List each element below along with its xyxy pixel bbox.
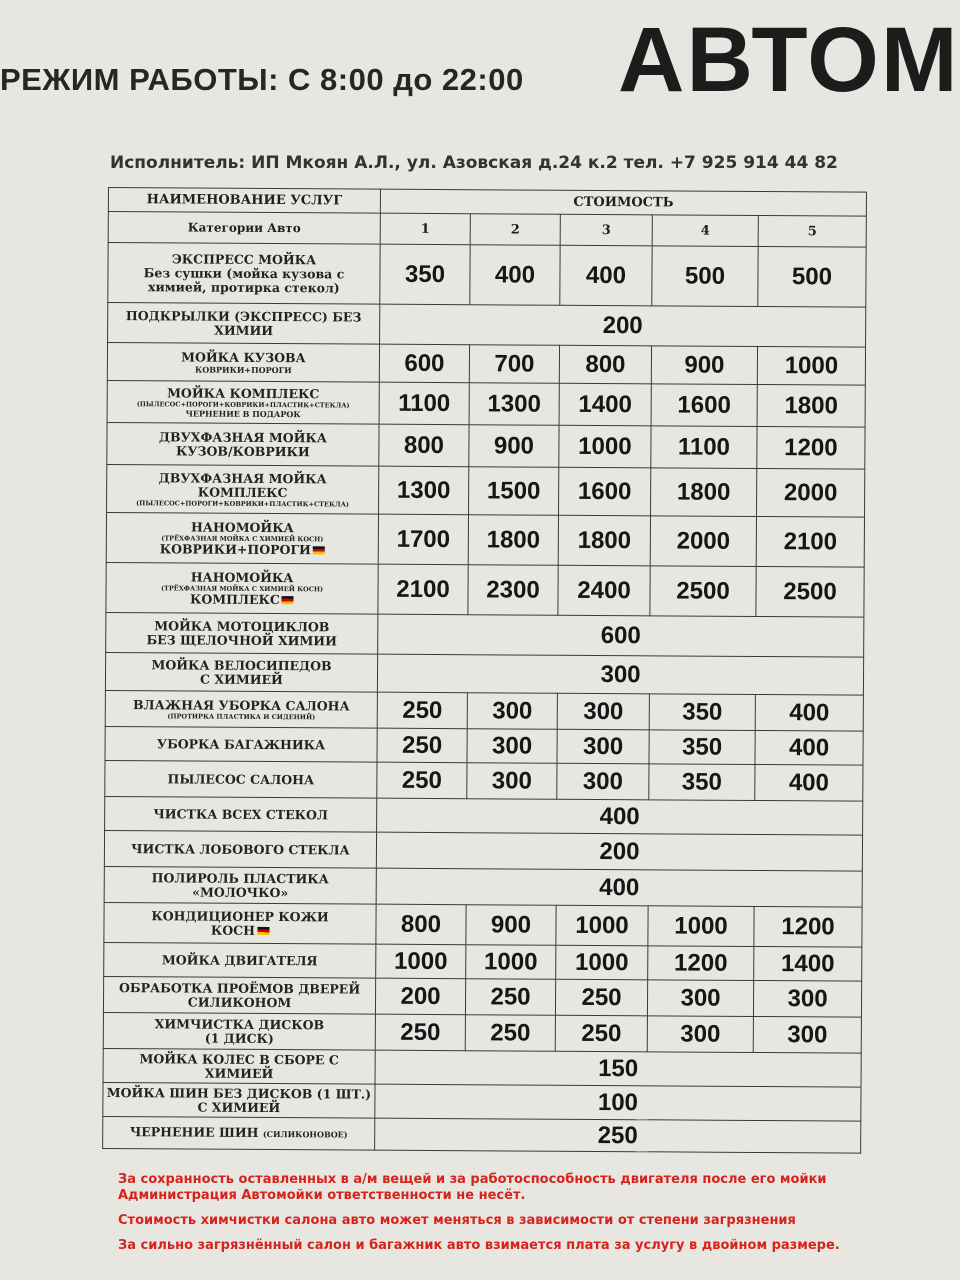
cost-column-header: СТОИМОСТЬ — [380, 189, 866, 216]
service-subnote: (ПРОТИРКА ПЛАСТИКА И СИДЕНИЙ) — [167, 711, 316, 721]
service-subnote: (ТРЁХФАЗНАЯ МОЙКА С ХИМИЕЙ КОСН) — [161, 533, 324, 543]
price-cell: 2000 — [650, 516, 756, 567]
service-name-line: ЧИСТКА ВСЕХ СТЕКОЛ — [153, 805, 328, 822]
service-name-line: КОМПЛЕКС — [197, 484, 288, 500]
service-name — [105, 726, 377, 762]
service-name-line: МОЙКА КОМПЛЕКС — [167, 384, 320, 401]
service-name-line: НАНОМОЙКА — [190, 569, 294, 585]
price-cell: 1500 — [469, 467, 559, 516]
service-name — [108, 303, 380, 345]
price-cell: 1100 — [379, 382, 469, 425]
service-name — [106, 512, 378, 564]
service-row — [107, 464, 865, 517]
service-name — [104, 866, 376, 904]
service-row — [108, 243, 866, 308]
service-name — [107, 380, 379, 424]
price-cell: 1300 — [469, 383, 559, 426]
service-row — [104, 830, 862, 871]
price-cell: 250 — [465, 1015, 555, 1052]
service-name — [106, 562, 378, 614]
german-flag-icon — [282, 596, 294, 604]
price-cell: 1000 — [757, 346, 865, 385]
price-cell: 400 — [560, 245, 652, 306]
service-name — [105, 690, 377, 728]
service-row — [104, 942, 862, 981]
price-cell: 1100 — [651, 426, 757, 469]
price-cell: 250 — [375, 1014, 465, 1051]
price-cell: 200 — [375, 978, 465, 1015]
price-cell-merged: 300 — [377, 654, 863, 695]
price-cell: 900 — [469, 425, 559, 468]
service-name-line: ВЛАЖНАЯ УБОРКА САЛОНА — [132, 696, 350, 713]
category-number: 2 — [470, 214, 560, 246]
service-name-tail: КОВРИКИ+ПОРОГИ — [159, 540, 311, 557]
service-subnote: (ПЫЛЕСОС+ПОРОГИ+КОВРИКИ+ПЛАСТИК+СТЕКЛА) — [136, 399, 350, 409]
service-name-line: ПОДКРЫЛКИ (ЭКСПРЕСС) БЕЗ — [125, 307, 362, 325]
price-cell: 800 — [559, 345, 651, 384]
price-cell: 400 — [755, 730, 863, 765]
working-hours: РЕЖИМ РАБОТЫ: С 8:00 до 22:00 — [0, 62, 524, 97]
service-name-line: «МОЛОЧКО» — [192, 884, 289, 900]
service-name-line: МОЙКА МОТОЦИКЛОВ — [154, 617, 330, 634]
price-cell: 500 — [758, 246, 866, 307]
service-name — [104, 830, 376, 868]
service-name-line: МОЙКА ВЕЛОСИПЕДОВ — [151, 656, 332, 673]
service-name-line: С ХИМИЕЙ — [200, 671, 283, 687]
service-row — [105, 690, 863, 731]
service-row — [104, 902, 862, 947]
service-name — [103, 1012, 375, 1050]
price-cell: 1000 — [556, 945, 648, 980]
category-number: 4 — [652, 215, 758, 247]
service-name-line: (1 ДИСК) — [204, 1030, 274, 1046]
german-flag-icon — [257, 927, 269, 935]
service-name-line: СИЛИКОНОМ — [187, 994, 292, 1010]
price-cell: 400 — [755, 694, 863, 731]
service-name — [104, 942, 376, 978]
note-text: За сохранность оставленных в а/м вещей и за работоспособность двигателя после его мойки Администрация Автомойки ответственности не несёт. — [118, 1172, 827, 1203]
service-row — [106, 612, 864, 657]
price-cell-merged: 200 — [380, 304, 866, 347]
service-row — [103, 1082, 861, 1121]
price-cell-merged: 200 — [376, 832, 862, 871]
price-cell: 1400 — [754, 946, 862, 981]
price-cell: 300 — [557, 729, 649, 764]
price-cell: 2100 — [378, 564, 468, 615]
price-cell: 400 — [470, 245, 560, 306]
service-name-line: МОЙКА КОЛЕС В СБОРЕ С — [139, 1050, 339, 1067]
service-name-line: ПЫЛЕСОС САЛОНА — [167, 770, 315, 787]
price-cell-merged: 600 — [378, 614, 864, 657]
service-row — [104, 866, 862, 907]
price-cell: 900 — [651, 346, 757, 385]
price-cell: 1200 — [754, 906, 862, 947]
service-name — [103, 1048, 375, 1084]
service-name — [107, 343, 379, 383]
price-cell: 2300 — [468, 565, 558, 616]
price-cell: 350 — [649, 694, 755, 731]
category-number: 1 — [380, 213, 470, 245]
service-name-line: МОЙКА ДВИГАТЕЛЯ — [161, 951, 318, 968]
service-subnote: (ПЫЛЕСОС+ПОРОГИ+КОВРИКИ+ПЛАСТИК+СТЕКЛА) — [136, 498, 350, 508]
service-name-line: С ХИМИЕЙ — [197, 1099, 281, 1115]
price-cell: 1800 — [757, 384, 865, 427]
price-cell: 300 — [753, 1016, 861, 1053]
price-cell: 1800 — [651, 468, 757, 517]
category-label: Категории Авто — [108, 212, 380, 245]
service-name-line: ОБРАБОТКА ПРОЁМОВ ДВЕРЕЙ — [118, 979, 361, 997]
service-row — [103, 1048, 861, 1087]
service-name-line: МОЙКА КУЗОВА — [181, 348, 306, 365]
price-cell: 500 — [652, 246, 758, 307]
service-name-line: ДВУХФАЗНАЯ МОЙКА — [158, 428, 328, 445]
service-name — [105, 760, 377, 798]
price-cell: 250 — [555, 979, 647, 1016]
service-row — [106, 562, 864, 617]
service-name — [105, 796, 377, 832]
service-name-line: ХИМЧИСТКА ДИСКОВ — [154, 1015, 325, 1032]
price-cell: 300 — [557, 763, 649, 800]
price-cell: 900 — [466, 905, 556, 946]
service-name-line: МОЙКА ШИН БЕЗ ДИСКОВ (1 ШТ.) — [106, 1084, 372, 1102]
service-row — [108, 303, 866, 348]
price-cell: 300 — [647, 980, 753, 1017]
service-name-line: НАНОМОЙКА — [190, 519, 294, 535]
service-name-line: ЧИСТКА ЛОБОВОГО СТЕКЛА — [131, 840, 350, 857]
note-text: За сильно загрязнённый салон и багажник авто взимается плата за услугу в двойном размере. — [118, 1238, 840, 1253]
price-table — [102, 187, 867, 1154]
price-cell: 1600 — [559, 467, 651, 516]
price-cell: 1000 — [559, 425, 651, 468]
brand-title: АВТОМ — [618, 9, 960, 111]
price-cell: 700 — [469, 345, 559, 384]
service-name-line: БЕЗ ЩЕЛОЧНОЙ ХИМИИ — [146, 631, 337, 648]
price-cell: 300 — [467, 729, 557, 764]
price-cell-merged: 400 — [376, 868, 862, 907]
price-cell-merged: 150 — [375, 1050, 861, 1087]
service-row — [105, 652, 863, 695]
service-name — [103, 1116, 375, 1150]
price-cell: 1800 — [468, 515, 558, 566]
price-cell: 250 — [377, 728, 467, 763]
price-cell: 250 — [377, 692, 467, 729]
service-row — [106, 512, 864, 567]
service-name-tail: КОМПЛЕКС — [190, 591, 280, 607]
price-cell: 1000 — [648, 906, 754, 947]
contractor-info: Исполнитель: ИП Мкоян А.Л., ул. Азовская д.24 к.2 тел. +7 925 914 44 82 — [110, 153, 838, 173]
price-cell: 250 — [465, 979, 555, 1016]
service-name-text: ЧЕРНЕНИЕ ШИН — [129, 1124, 259, 1140]
price-cell-merged: 400 — [377, 798, 863, 835]
price-cell: 1800 — [558, 515, 650, 566]
price-cell: 350 — [649, 764, 755, 801]
service-row — [103, 1116, 861, 1153]
service-column-header: НАИМЕНОВАНИЕ УСЛУГ — [108, 188, 380, 214]
service-row — [107, 380, 865, 427]
price-cell: 800 — [379, 424, 469, 467]
service-subnote: (ТРЁХФАЗНАЯ МОЙКА С ХИМИЕЙ КОСН) — [160, 583, 324, 593]
price-cell: 2400 — [558, 565, 650, 616]
service-name — [108, 243, 380, 305]
price-cell: 1400 — [559, 383, 651, 426]
service-name-line: ЭКСПРЕСС МОЙКА — [171, 250, 317, 267]
service-name-line: УБОРКА БАГАЖНИКА — [156, 735, 326, 752]
price-cell: 1200 — [648, 946, 754, 981]
price-cell: 400 — [755, 764, 863, 801]
price-cell: 350 — [380, 244, 470, 305]
service-name-line: Без сушки (мойка кузова с — [143, 264, 345, 281]
service-name-line: ХИМИЕЙ — [204, 1065, 274, 1081]
price-cell: 1000 — [376, 944, 466, 979]
service-name-line: ХИМИИ — [214, 322, 274, 338]
service-row — [103, 976, 861, 1017]
service-name — [107, 464, 379, 514]
price-cell: 600 — [379, 344, 469, 383]
service-subnote: ЧЕРНЕНИЕ В ПОДАРОК — [185, 407, 301, 419]
price-cell: 2500 — [650, 566, 756, 617]
price-cell: 300 — [467, 693, 557, 730]
service-name-line: ДВУХФАЗНАЯ МОЙКА — [158, 469, 327, 486]
service-name — [106, 612, 378, 654]
price-cell: 250 — [377, 762, 467, 799]
service-row — [107, 343, 865, 386]
service-subnote: КОВРИКИ+ПОРОГИ — [194, 364, 292, 375]
price-cell: 350 — [649, 730, 755, 765]
german-flag-icon — [313, 546, 325, 554]
price-cell: 250 — [555, 1015, 647, 1052]
price-cell: 1200 — [757, 426, 865, 469]
service-name-line: КОНДИЦИОНЕР КОЖИ — [151, 907, 329, 924]
service-name-line: ПОЛИРОЛЬ ПЛАСТИКА — [151, 869, 329, 886]
service-name — [107, 422, 379, 466]
price-cell: 300 — [753, 980, 861, 1017]
price-cell-merged: 100 — [375, 1084, 861, 1121]
price-cell: 2000 — [756, 468, 864, 517]
service-row — [105, 726, 863, 765]
price-cell: 300 — [557, 693, 649, 730]
price-cell: 1000 — [466, 945, 556, 980]
service-subnote: (СИЛИКОНОВОЕ) — [262, 1128, 348, 1140]
service-row — [105, 760, 863, 801]
service-row — [105, 796, 863, 835]
price-cell-merged: 250 — [375, 1118, 861, 1153]
service-name — [103, 1082, 375, 1118]
price-cell: 1600 — [651, 384, 757, 427]
service-row — [107, 422, 865, 469]
service-name — [103, 976, 375, 1014]
note-text: Стоимость химчистки салона авто может меняться в зависимости от степени загрязнения — [118, 1213, 796, 1228]
notes-block — [118, 1172, 948, 1263]
service-name — [105, 652, 377, 692]
price-cell: 300 — [647, 1016, 753, 1053]
price-cell: 300 — [467, 763, 557, 800]
price-cell: 1300 — [379, 466, 469, 515]
price-cell: 1700 — [378, 514, 468, 565]
service-name-line — [105, 1125, 372, 1142]
service-name-tail: КОСН — [210, 922, 256, 938]
category-number: 5 — [758, 215, 866, 247]
service-row — [103, 1012, 861, 1053]
service-name-line: химией, протирка стекол) — [148, 278, 340, 295]
price-cell: 800 — [376, 904, 466, 945]
price-cell: 1000 — [556, 905, 648, 946]
price-cell: 2500 — [756, 566, 864, 617]
service-name — [104, 902, 376, 944]
service-name-line: КУЗОВ/КОВРИКИ — [175, 442, 310, 459]
category-number: 3 — [560, 214, 652, 246]
price-cell: 2100 — [756, 516, 864, 567]
